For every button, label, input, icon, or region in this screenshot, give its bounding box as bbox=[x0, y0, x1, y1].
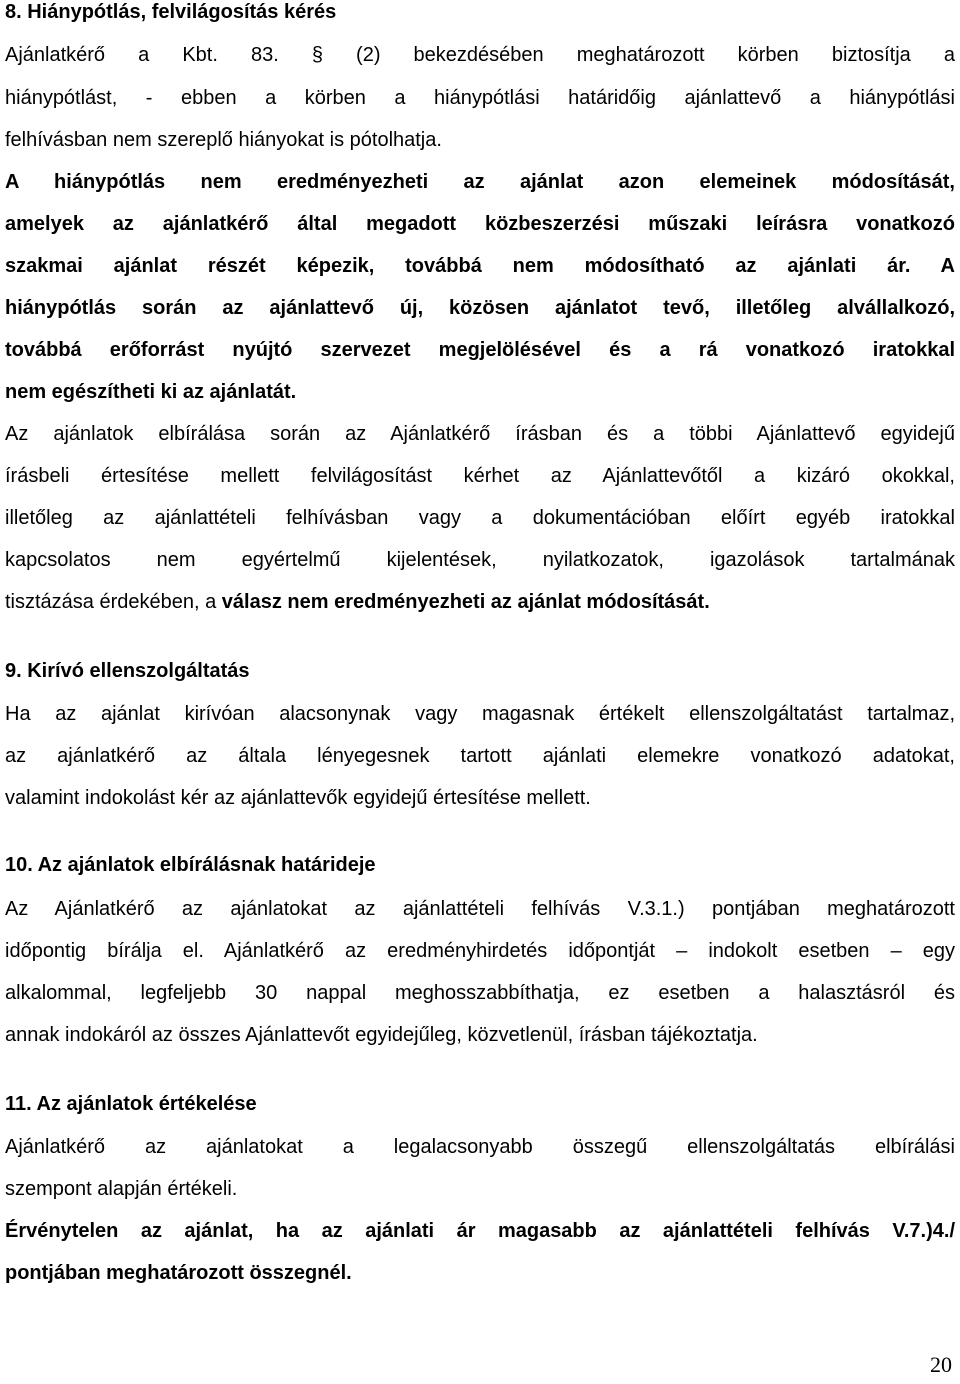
section-8-p1-line-2: hiánypótlást, - ebben a körben a hiánypótlási határidőig ajánlattevő a hiánypótlási bbox=[5, 87, 955, 109]
section-8-p2-line-1: A hiánypótlás nem eredményezheti az ajánlat azon elemeinek módosítását, bbox=[5, 171, 955, 193]
section-8-p3-plain: tisztázása érdekében, a bbox=[5, 591, 222, 613]
section-8-p3-line-4: kapcsolatos nem egyértelmű kijelentések, nyilatkozatok, igazolások tartalmának bbox=[5, 549, 955, 571]
section-10-line-4: annak indokáról az összes Ajánlattevőt egyidejűleg, közvetlenül, írásban tájékoztatja. bbox=[5, 1024, 758, 1046]
section-8-p3-line-5 bbox=[5, 590, 955, 614]
section-8-p2-line-4: hiánypótlás során az ajánlattevő új, közösen ajánlatot tevő, illetőleg alvállalkozó, bbox=[5, 297, 955, 319]
section-8-p3-line-3: illetőleg az ajánlattételi felhívásban vagy a dokumentációban előírt egyéb iratokkal bbox=[5, 507, 955, 529]
section-9-line-1: Ha az ajánlat kirívóan alacsonynak vagy magasnak értékelt ellenszolgáltatást tartalmaz, bbox=[5, 703, 955, 725]
section-8-p3-line-2: írásbeli értesítése mellett felvilágosítást kérhet az Ajánlattevőtől a kizáró okokkal, bbox=[5, 465, 955, 487]
section-11-line-2: szempont alapján értékeli. bbox=[5, 1178, 238, 1200]
section-11-heading: 11. Az ajánlatok értékelése bbox=[5, 1093, 257, 1115]
section-8-p1-line-1: Ajánlatkérő a Kbt. 83. § (2) bekezdésében meghatározott körben biztosítja a bbox=[5, 44, 955, 66]
section-11-bold-line-1: Érvénytelen az ajánlat, ha az ajánlati ár magasabb az ajánlattételi felhívás V.7.)4./ bbox=[5, 1220, 955, 1242]
section-8-p3-bold: válasz nem eredményezheti az ajánlat módosítását. bbox=[221, 591, 710, 613]
section-10-line-3: alkalommal, legfeljebb 30 nappal meghosszabbíthatja, ez esetben a halasztásról és bbox=[5, 982, 955, 1004]
section-9-line-2: az ajánlatkérő az általa lényegesnek tartott ajánlati elemekre vonatkozó adatokat, bbox=[5, 745, 955, 767]
section-10-line-1: Az Ajánlatkérő az ajánlatokat az ajánlattételi felhívás V.3.1.) pontjában meghatározott bbox=[5, 898, 955, 920]
section-8-p1-line-3: felhívásban nem szereplő hiányokat is pótolhatja. bbox=[5, 129, 442, 151]
section-8-p2-line-2: amelyek az ajánlatkérő által megadott közbeszerzési műszaki leírásra vonatkozó bbox=[5, 213, 955, 235]
section-8-heading: 8. Hiánypótlás, felvilágosítás kérés bbox=[5, 1, 337, 23]
page-number: 20 bbox=[930, 1352, 952, 1377]
section-8-p2-line-3: szakmai ajánlat részét képezik, továbbá nem módosítható az ajánlati ár. A bbox=[5, 255, 955, 277]
section-9-line-3: valamint indokolást kér az ajánlattevők egyidejű értesítése mellett. bbox=[5, 787, 591, 809]
section-11-line-1: Ajánlatkérő az ajánlatokat a legalacsonyabb összegű ellenszolgáltatás elbírálási bbox=[5, 1136, 955, 1158]
section-9-heading: 9. Kirívó ellenszolgáltatás bbox=[5, 660, 250, 682]
section-11-bold-line-2: pontjában meghatározott összegnél. bbox=[5, 1262, 352, 1284]
section-8-p3-line-1: Az ajánlatok elbírálása során az Ajánlatkérő írásban és a többi Ajánlattevő egyidejű bbox=[5, 423, 955, 445]
section-10-heading: 10. Az ajánlatok elbírálásnak határideje bbox=[5, 854, 376, 876]
section-8-p2-line-6: nem egészítheti ki az ajánlatát. bbox=[5, 381, 297, 403]
section-10-line-2: időpontig bírálja el. Ajánlatkérő az eredményhirdetés időpontját – indokolt esetben – egy bbox=[5, 940, 955, 962]
section-8-p2-line-5: továbbá erőforrást nyújtó szervezet megjelölésével és a rá vonatkozó iratokkal bbox=[5, 339, 955, 361]
